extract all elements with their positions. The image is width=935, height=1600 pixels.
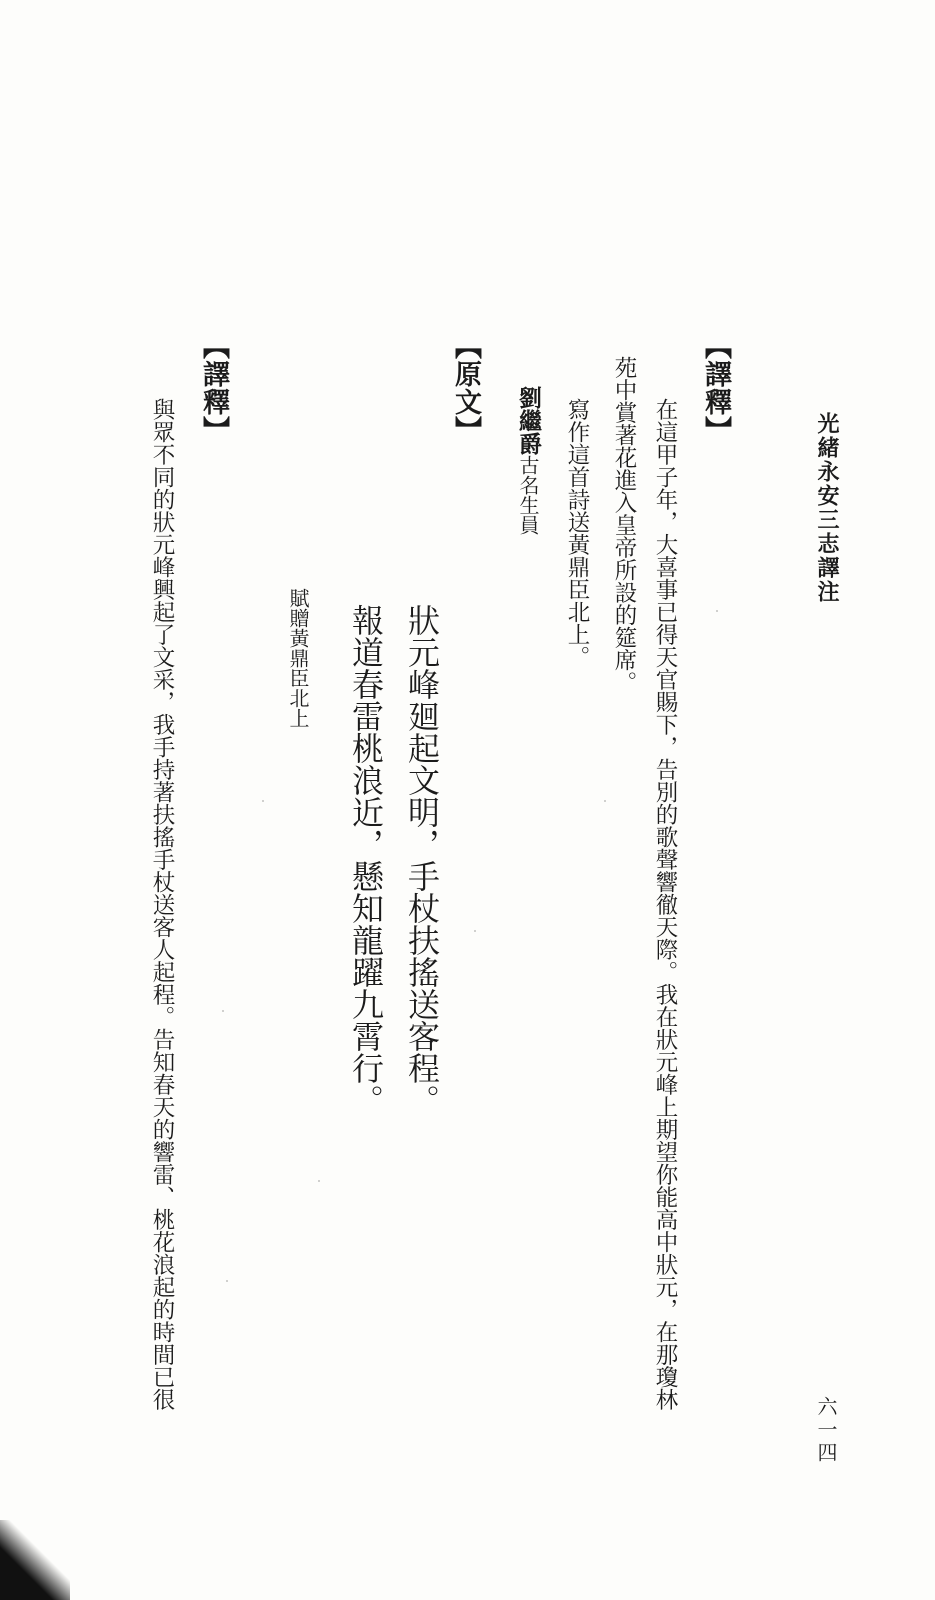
scan-speck	[318, 1180, 320, 1182]
poem-title: 賦贈黃鼎臣北上	[286, 588, 310, 728]
scan-speck	[474, 930, 476, 932]
running-header-title: 光緒永安三志譯注	[814, 412, 840, 604]
scan-edge-shadow	[0, 1520, 70, 1600]
section-heading-original: 【原文】	[450, 332, 481, 444]
scan-speck	[226, 1280, 228, 1282]
section-heading-translation-2: 【譯釋】	[198, 332, 229, 444]
section-heading-translation: 【譯釋】	[700, 332, 731, 444]
page-number: 六一四	[814, 1396, 838, 1465]
scan-speck	[222, 1010, 224, 1012]
author-line	[512, 386, 545, 535]
translation-2-line-1: 與眾不同的狀元峰興起了文采，我手持著扶搖手杖送客人起程。告知春天的響雷、桃花浪起的時間已很	[149, 398, 175, 1411]
poem-line-2: 報道春雷桃浪近，懸知龍躍九霄行。	[347, 604, 385, 1116]
translation-line-2: 苑中賞著花進入皇帝所設的筵席。	[611, 356, 637, 694]
scan-speck	[716, 610, 718, 612]
author-note: 古名生員	[516, 455, 540, 535]
poem-line-1: 狀元峰廻起文明，手杖扶搖送客程。	[403, 604, 441, 1116]
scan-speck	[604, 800, 606, 802]
author-name: 劉繼爵	[515, 386, 541, 455]
translation-after-line: 寫作這首詩送黃鼎臣北上。	[564, 398, 590, 668]
translation-line-1: 在這甲子年，大喜事已得天官賜下，告別的歌聲響徹天際。我在狀元峰上期望你能高中狀元，在那瓊林	[652, 398, 678, 1411]
scan-speck	[262, 800, 264, 802]
